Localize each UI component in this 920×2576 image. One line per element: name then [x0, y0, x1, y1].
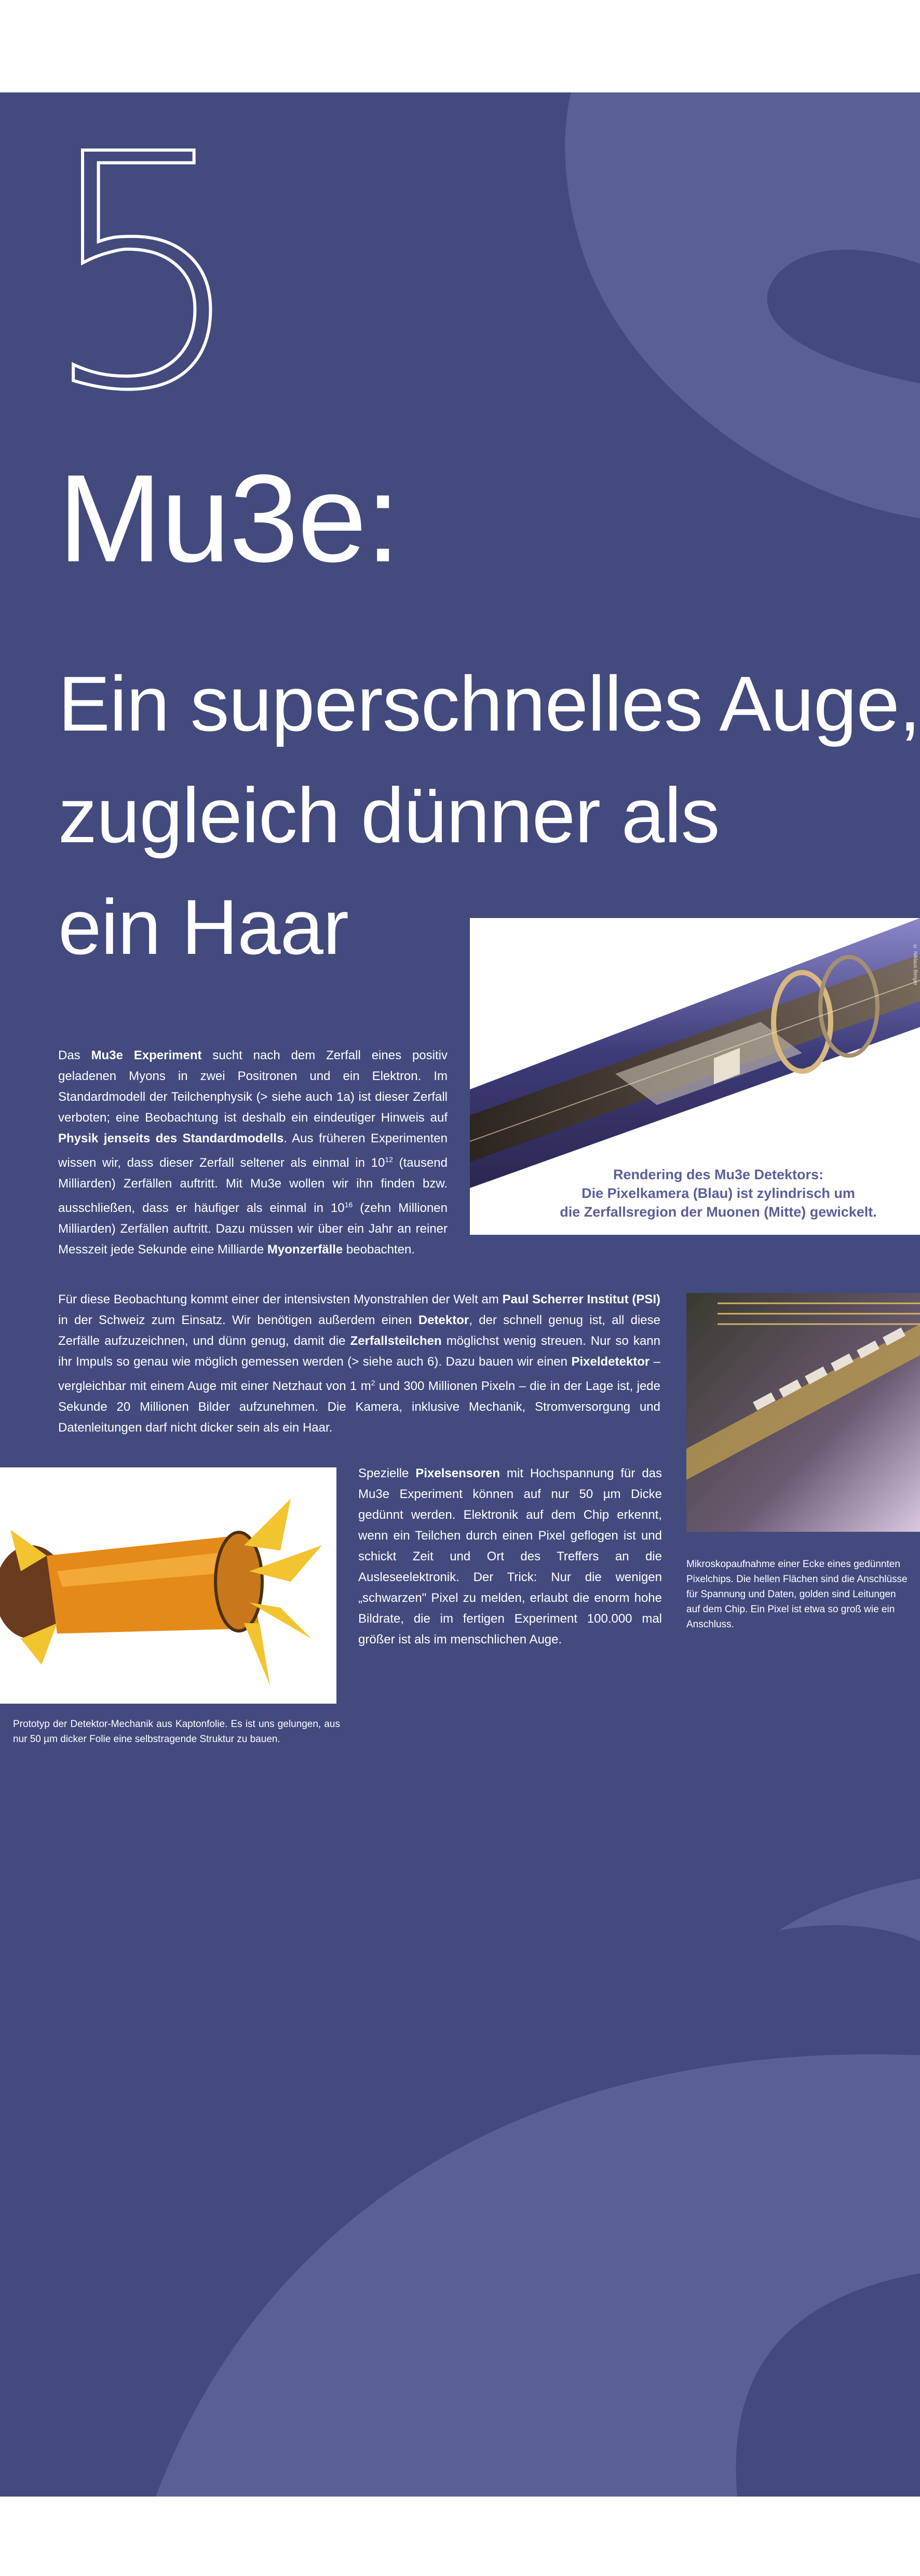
detector-rendering-image [470, 918, 920, 1235]
image-credit: © Niklaus Berger [912, 944, 918, 986]
chip-image-caption: Mikroskopaufnahme einer Ecke eines gedünnten Pixelchips. Die hellen Flächen sind die Anschlüsse für Spannung und Daten, golden sind Leitungen auf dem Chip. Ein Pixel ist etwa so groß wie ein Anschluss. [686, 1559, 908, 1630]
pixel-chip-microscope-image [686, 1293, 920, 1532]
section-number: 5 [42, 92, 247, 461]
poster-panel [0, 92, 920, 2497]
page-title: Mu3e: [58, 449, 400, 588]
subtitle-line: Ein superschnelles Auge, [58, 660, 920, 747]
kapton-prototype-image [0, 1467, 336, 1704]
prototype-image-caption: Prototyp der Detektor-Mechanik aus Kaptonfolie. Es ist uns gelungen, aus nur 50 µm dicker Folie eine selbstragende Struktur zu bauen. [13, 1719, 340, 1745]
detector-image-caption: Rendering des Mu3e Detektors: Die Pixelkamera (Blau) ist zylindrisch um die Zerfallsregion der Muonen (Mitte) gewickelt. [560, 1167, 877, 1220]
sensors-paragraph: Spezielle Pixelsensoren mit Hochspannung für das Mu3e Experiment können auf nur 50 µm Dicke gedünnt werden. Elektronik auf dem Chip erkennt, wenn ein Teilchen durch einen Pixel geflogen ist und schickt Zeit und Ort des Treffers an die Ausleseelektronik. Der Trick: Nur die wenigen „schwarzen" Pixel zu melden, erlaubt die enorm hohe Bildrate, die im fertigen Experiment 100.000 mal größer ist als im menschlichen Auge. [358, 1466, 662, 1647]
subtitle-line: zugleich dünner als [58, 772, 720, 859]
intro-paragraph: Das Mu3e Experiment sucht nach dem Zerfall eines positiv geladenen Myons in zwei Positronen und ein Elektron. Im Standardmodell der Teilchenphysik (> siehe auch 1a) ist dieser Zerfall verboten; eine Beobachtung ist deshalb ein eindeutiger Hinweis auf Physik jenseits des Standardmodells. Aus früheren Experimenten wissen wir, dass dieser Zerfall seltener als einmal in $10^{12}$ (tausend Milliarden) Zerfällen auftritt. Mit Mu3e wollen wir ihn finden bzw. ausschließen, dass er häufiger als einmal in $10^{16}$ (zehn Millionen Milliarden) Zerfällen auftritt. Dazu müssen wir über ein Jahr an reiner Messzeit jede Sekunde eine Milliarde Myonzerfälle beobachten. [58, 1048, 448, 1257]
subtitle-line: ein Haar [58, 883, 348, 970]
observation-paragraph: Für diese Beobachtung kommt einer der intensivsten Myonstrahlen der Welt am Paul Scherrer Institut (PSI) in der Schweiz zum Einsatz. Wir benötigen außerdem einen Detektor, der schnell genug ist, all diese Zerfälle aufzuzeichnen, und dünn genug, damit die Zerfallsteilchen möglichst wenig streuen. Nur so kann ihr Impuls so genau wie möglich gemessen werden (> siehe auch 6). Dazu bauen wir einen Pixeldetektor – vergleichbar mit einem Auge mit einer Netzhaut von 1 $m^2$ und 300 Millionen Pixeln – die in der Lage ist, jede Sekunde 20 Millionen Bilder aufzunehmen. Die Kamera, inklusive Mechanik, Stromversorgung und Datenleitungen darf nicht dicker sein als ein Haar. [58, 1292, 661, 1435]
